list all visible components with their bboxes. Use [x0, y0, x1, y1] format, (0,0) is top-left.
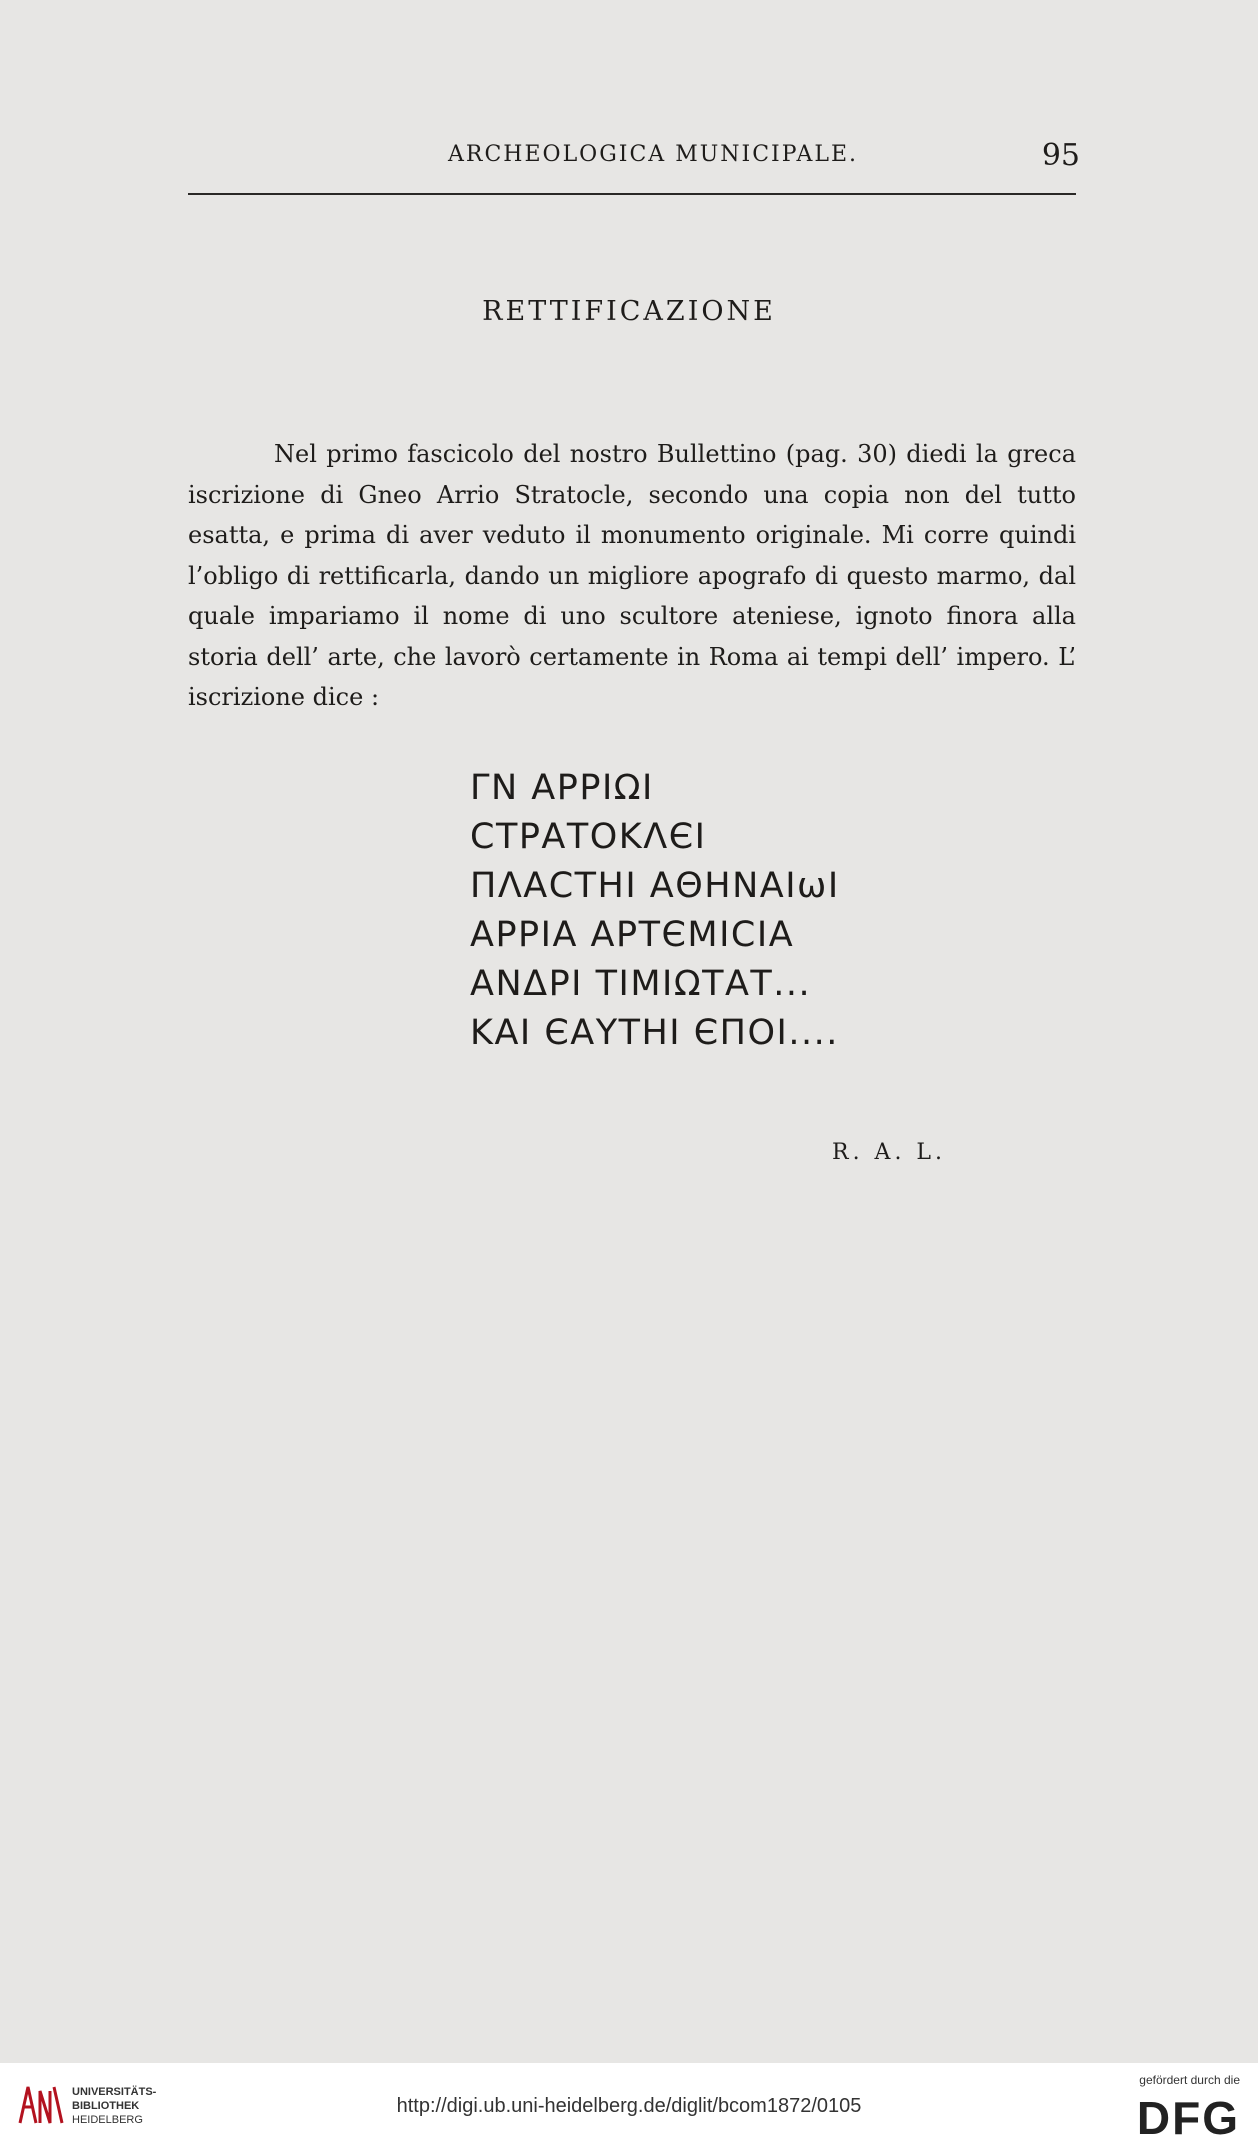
library-name-line: BIBLIOTHEK	[72, 2100, 140, 2112]
body-text	[188, 434, 1076, 718]
inscription-line: ΠΛΑCΤΗΙ ΑΘΗΝΑΙωΙ	[470, 866, 840, 906]
inscription-line: ΑΡΡΙΑ ΑΡΤЄΜΙCΙΑ	[470, 915, 795, 955]
page-number: 95	[1041, 138, 1080, 173]
source-url-link[interactable]: http://digi.ub.uni-heidelberg.de/diglit/bcom1872/0105	[396, 2095, 862, 2117]
body-paragraph: Nel primo fascicolo del nostro Bullettino (pag. 30) diedi la greca iscrizione di Gneo Arrio Stratocle, secondo una copia non del tutto esatta, e prima di aver veduto il monumento originale. Mi corre quindi l’obligo di rettificarla, dando un migliore apografo di questo marmo, dal quale impariamo il nome di uno scultore ateniese, ignoto finora alla storia dell’ arte, che lavorò certamente in Roma ai tempi dell’ impero. L’ iscrizione dice :	[188, 440, 1076, 711]
library-name-line: UNIVERSITÄTS-	[72, 2086, 157, 2098]
library-name-line: HEIDELBERG	[72, 2114, 143, 2126]
funder-note: gefördert durch die	[1139, 2073, 1240, 2087]
inscription-line: ΚΑΙ ЄΑΥΤΗΙ ЄΠΟΙ....	[470, 1013, 839, 1053]
greek-inscription	[470, 764, 840, 1058]
digitization-footer	[0, 2063, 1258, 2153]
running-head	[188, 138, 1080, 178]
header-rule	[188, 193, 1076, 195]
section-title: RETTIFICAZIONE	[482, 296, 776, 327]
inscription-line: CΤΡΑΤΟΚΛЄΙ	[470, 817, 707, 857]
inscription-line: ΑΝΔΡΙ ΤΙΜΙΩΤΑΤ...	[470, 964, 812, 1004]
running-title: ARCHEOLOGICA MUNICIPALE.	[448, 142, 859, 167]
dfg-logo: DFG	[1136, 2092, 1240, 2144]
author-signature: R. A. L.	[832, 1140, 947, 1165]
inscription-line: ΓΝ ΑΡΡΙΩΙ	[470, 768, 654, 808]
